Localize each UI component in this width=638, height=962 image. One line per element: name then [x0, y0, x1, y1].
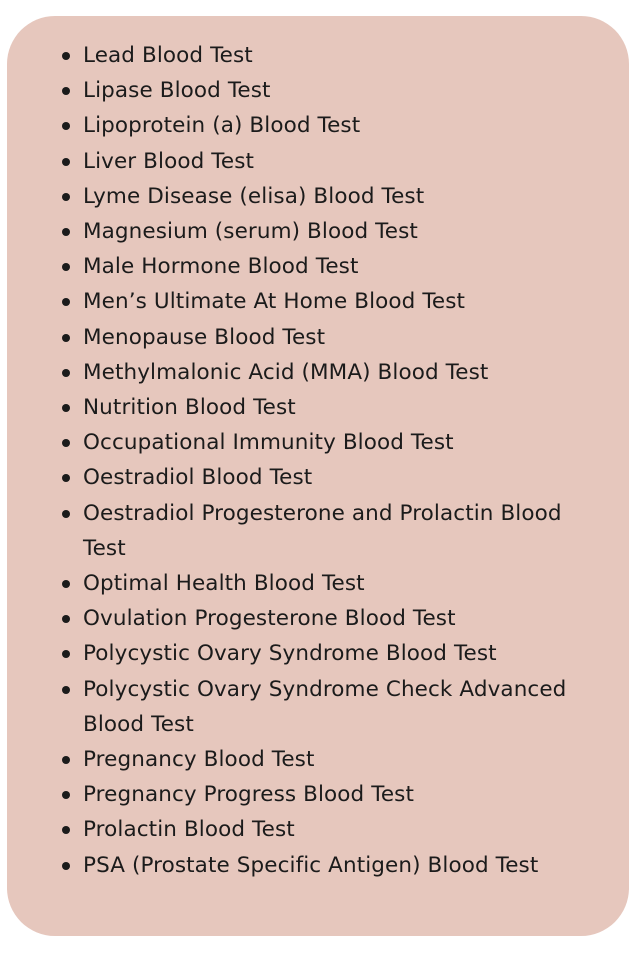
bullet-icon: [62, 228, 70, 236]
list-item: [7, 777, 629, 812]
bullet-icon: [62, 369, 70, 377]
test-name: Nutrition Blood Test: [83, 395, 296, 421]
bullet-icon: [62, 756, 70, 764]
bullet-icon: [62, 510, 70, 518]
test-name: Lipase Blood Test: [83, 78, 271, 104]
test-name: Oestradiol Progesterone and Prolactin Blood Test: [83, 500, 562, 561]
list-item: [7, 672, 629, 742]
list-item: [7, 390, 629, 425]
bullet-icon: [62, 862, 70, 870]
bullet-icon: [62, 791, 70, 799]
test-name: Prolactin Blood Test: [83, 817, 295, 843]
blood-test-list: [7, 38, 629, 883]
list-item: [7, 249, 629, 284]
list-item: [7, 179, 629, 214]
test-name: Oestradiol Blood Test: [83, 465, 313, 491]
test-name: Pregnancy Progress Blood Test: [83, 782, 414, 808]
list-item: [7, 355, 629, 390]
test-name: Optimal Health Blood Test: [83, 571, 365, 597]
list-item: [7, 496, 629, 566]
list-item: [7, 601, 629, 636]
test-name: Lyme Disease (elisa) Blood Test: [83, 183, 425, 209]
list-item: [7, 284, 629, 319]
list-item: [7, 73, 629, 108]
list-item: [7, 566, 629, 601]
list-item: [7, 320, 629, 355]
test-name: Methylmalonic Acid (MMA) Blood Test: [83, 359, 489, 385]
bullet-icon: [62, 615, 70, 623]
test-name: Polycystic Ovary Syndrome Check Advanced Blood Test: [83, 676, 567, 737]
test-name: Liver Blood Test: [83, 148, 255, 174]
list-item: [7, 460, 629, 495]
list-item: [7, 214, 629, 249]
test-name: Lead Blood Test: [83, 43, 253, 68]
list-item: [7, 636, 629, 671]
list-item: [7, 425, 629, 460]
bullet-icon: [62, 193, 70, 201]
test-name: Pregnancy Blood Test: [83, 747, 315, 773]
bullet-icon: [62, 52, 70, 60]
bullet-icon: [62, 439, 70, 447]
bullet-icon: [62, 334, 70, 342]
test-name: Magnesium (serum) Blood Test: [83, 219, 418, 245]
bullet-icon: [62, 650, 70, 658]
list-item: [7, 848, 629, 883]
bullet-icon: [62, 826, 70, 834]
blood-test-card: [7, 16, 629, 936]
bullet-icon: [62, 158, 70, 166]
list-item: [7, 108, 629, 143]
list-item: [7, 742, 629, 777]
bullet-icon: [62, 474, 70, 482]
bullet-icon: [62, 686, 70, 694]
bullet-icon: [62, 87, 70, 95]
list-item: [7, 144, 629, 179]
list-item: [7, 38, 629, 73]
test-name: Male Hormone Blood Test: [83, 254, 359, 280]
bullet-icon: [62, 404, 70, 412]
test-name: PSA (Prostate Specific Antigen) Blood Test: [83, 852, 539, 878]
test-name: Polycystic Ovary Syndrome Blood Test: [83, 641, 497, 667]
bullet-icon: [62, 122, 70, 130]
test-name: Ovulation Progesterone Blood Test: [83, 606, 456, 632]
bullet-icon: [62, 263, 70, 271]
bullet-icon: [62, 298, 70, 306]
bullet-icon: [62, 580, 70, 588]
test-name: Men’s Ultimate At Home Blood Test: [83, 289, 466, 315]
list-item: [7, 812, 629, 847]
test-name: Lipoprotein (a) Blood Test: [83, 113, 361, 139]
test-name: Occupational Immunity Blood Test: [83, 430, 454, 456]
test-name: Menopause Blood Test: [83, 324, 326, 350]
